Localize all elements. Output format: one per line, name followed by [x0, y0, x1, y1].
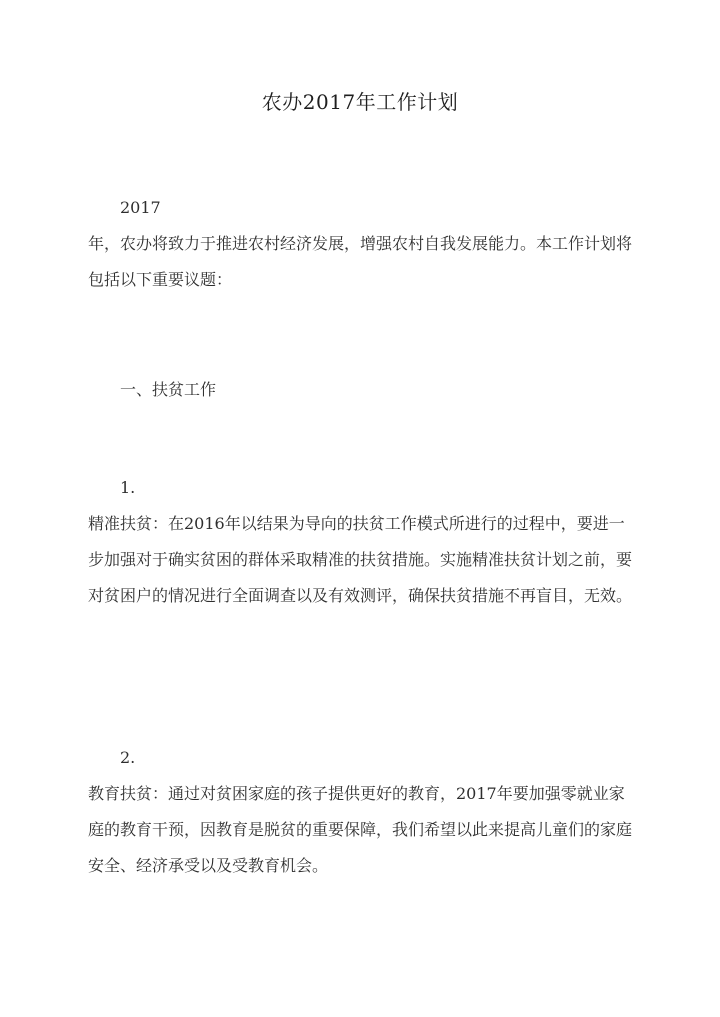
- item-education-poverty: [88, 740, 636, 884]
- item1-number: 1.: [120, 478, 136, 497]
- document-title: 农办2017年工作计划: [261, 90, 459, 114]
- item2-number: 2.: [120, 748, 136, 767]
- item-precise-poverty: [88, 470, 636, 614]
- intro-text: 年，农办将致力于推进农村经济发展，增强农村自我发展能力。本工作计划将包括以下重要议题：: [88, 234, 633, 289]
- item2-text: 教育扶贫：通过对贫困家庭的孩子提供更好的教育，2017年要加强零就业家庭的教育干预，因教育是脱贫的重要保障，我们希望以此来提高儿童们的家庭安全、经济承受以及受教育机会。: [88, 784, 633, 875]
- intro-paragraph: [88, 190, 636, 298]
- section1-heading: 一、扶贫工作: [120, 380, 217, 399]
- section-heading-poverty: [88, 372, 636, 408]
- item1-text: 精准扶贫：在2016年以结果为导向的扶贫工作模式所进行的过程中，要进一步加强对于确实贫困的群体采取精准的扶贫措施。实施精准扶贫计划之前，要对贫困户的情况进行全面调查以及有效测评，确保扶贫措施不再盲目，无效。: [88, 514, 633, 605]
- intro-year: 2017: [120, 198, 161, 217]
